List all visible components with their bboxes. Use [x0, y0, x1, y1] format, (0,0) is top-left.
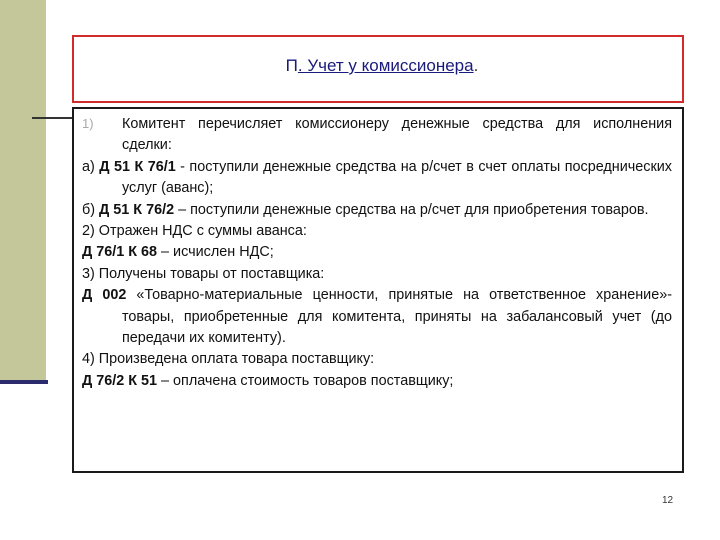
slide-title	[286, 56, 479, 76]
paragraph-text: – оплачена стоимость товаров поставщику;	[157, 372, 454, 389]
paragraph-text: Комитент перечисляет комиссионеру денежные средства для исполнения сделки:	[122, 116, 672, 154]
paragraph-text: 2) Отражен НДС с суммы аванса:	[82, 223, 307, 240]
paragraph-8	[82, 349, 672, 370]
paragraph-2	[82, 157, 672, 200]
horizontal-rule	[32, 117, 74, 119]
accounting-entry: Д 002	[82, 287, 127, 304]
paragraph-text: – исчислен НДС;	[157, 244, 274, 261]
accounting-entry: Д 76/1 К 68	[82, 244, 158, 261]
paragraph-7	[82, 285, 672, 349]
title-suffix: .	[473, 56, 479, 75]
paragraph-1	[82, 113, 672, 157]
title-main: . Учет у комиссионера	[297, 56, 474, 75]
paragraph-text: «Товарно-материальные ценности, принятые на ответственное хранение»- товары, приобретенные для комитента, приняты на забалансовый учет (до передачи их комитенту).	[122, 287, 672, 347]
paragraph-4	[82, 221, 672, 242]
accounting-entry: Д 76/2 К 51	[82, 372, 158, 389]
item-prefix: б)	[82, 201, 100, 218]
paragraph-text: 4) Произведена оплата товара поставщику:	[82, 351, 375, 368]
page-number: 12	[662, 495, 674, 506]
content-box	[72, 107, 684, 473]
paragraph-9	[82, 371, 672, 392]
accounting-entry: Д 51 К 76/2	[99, 201, 175, 218]
item-prefix: а)	[82, 158, 100, 175]
left-decorative-band	[0, 0, 46, 384]
left-band-divider	[0, 380, 48, 384]
paragraph-5	[82, 242, 672, 263]
paragraph-text: – поступили денежные средства на р/счет для приобретения товаров.	[174, 201, 649, 218]
paragraph-6	[82, 264, 672, 285]
list-number: 1)	[82, 116, 94, 131]
accounting-entry: Д 51 К 76/1	[99, 158, 176, 175]
paragraph-text: 3) Получены товары от поставщика:	[82, 265, 325, 282]
title-prefix: П	[285, 56, 298, 75]
paragraph-3	[82, 200, 672, 221]
title-box	[72, 35, 684, 103]
paragraph-text: - поступили денежные средства на р/счет в счет оплаты посреднических услуг (аванс);	[122, 158, 673, 197]
